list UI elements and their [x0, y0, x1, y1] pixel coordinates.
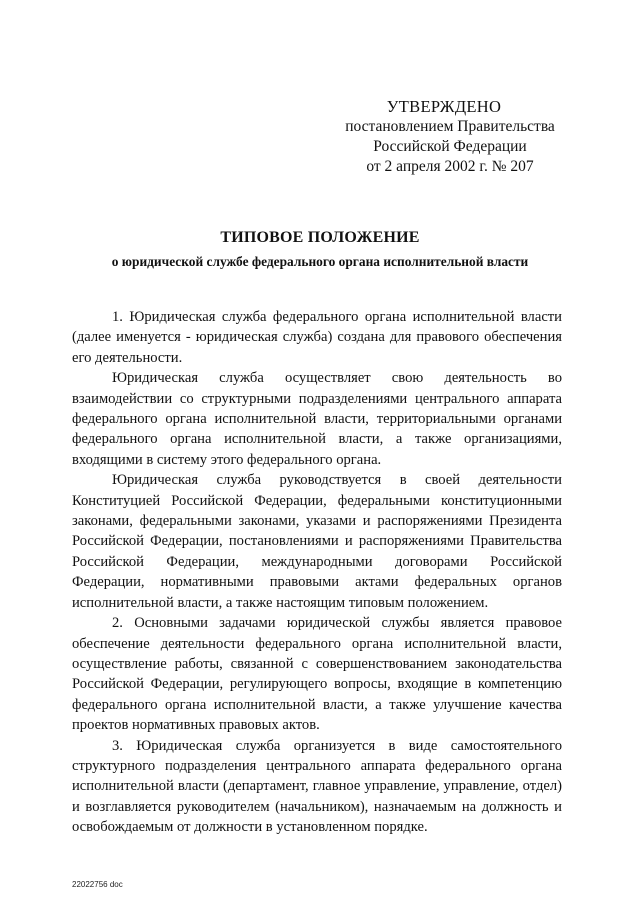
file-code: 22022756 doc: [72, 880, 123, 889]
paragraph-4: 2. Основными задачами юридической службы является правовое обеспечение деятельности федерального органа исполнительной власти, осуществление работы, связанной с совершенствованием законодательства Российской Федерации, регулирующего вопросы, входящие в компетенцию федерального органа исполнительной власти, а также улучшение качества проектов нормативных правовых актов.: [72, 615, 562, 734]
paragraph-5: 3. Юридическая служба организуется в виде самостоятельного структурного подразделения центрального аппарата федерального органа исполнительной власти (департамент, главное управление, управление, отдел) и возглавляется руководителем (начальником), назначаемым на должность и освобождаемым от должности в установленном порядке.: [72, 737, 562, 836]
document-title: ТИПОВОЕ ПОЛОЖЕНИЕ: [220, 229, 420, 246]
approval-line-1: постановлением Правительства: [345, 118, 555, 135]
approval-line-3: от 2 апреля 2002 г. № 207: [366, 158, 534, 175]
paragraph-3: Юридическая служба руководствуется в своей деятельности Конституцией Российской Федерации, федеральными конституционными законами, федеральными законами, указами и распоряжениями Президента Российской Федерации, постановлениями и распоряжениями Правительства Российской Федерации, международными договорами Российской Федерации, нормативными правовыми актами федеральных органов исполнительной власти, а также настоящим типовым положением.: [72, 472, 562, 611]
approval-stamp: [330, 97, 570, 177]
approval-line-2: Российской Федерации: [373, 138, 527, 155]
paragraph-1: 1. Юридическая служба федерального органа исполнительной власти (далее именуется - юридическая служба) создана для правового обеспечения его деятельности.: [72, 309, 562, 366]
document-subtitle: о юридической службе федерального органа исполнительной власти: [111, 254, 529, 269]
paragraph-2: Юридическая служба осуществляет свою деятельность во взаимодействии со структурными подразделениями центрального аппарата федерального органа исполнительной власти, территориальными органами федерального органа исполнительной власти, а также организациями, входящими в систему этого федерального органа.: [72, 370, 562, 468]
approved-heading: УТВЕРЖДЕНО: [386, 97, 502, 116]
document-body: [72, 307, 562, 838]
